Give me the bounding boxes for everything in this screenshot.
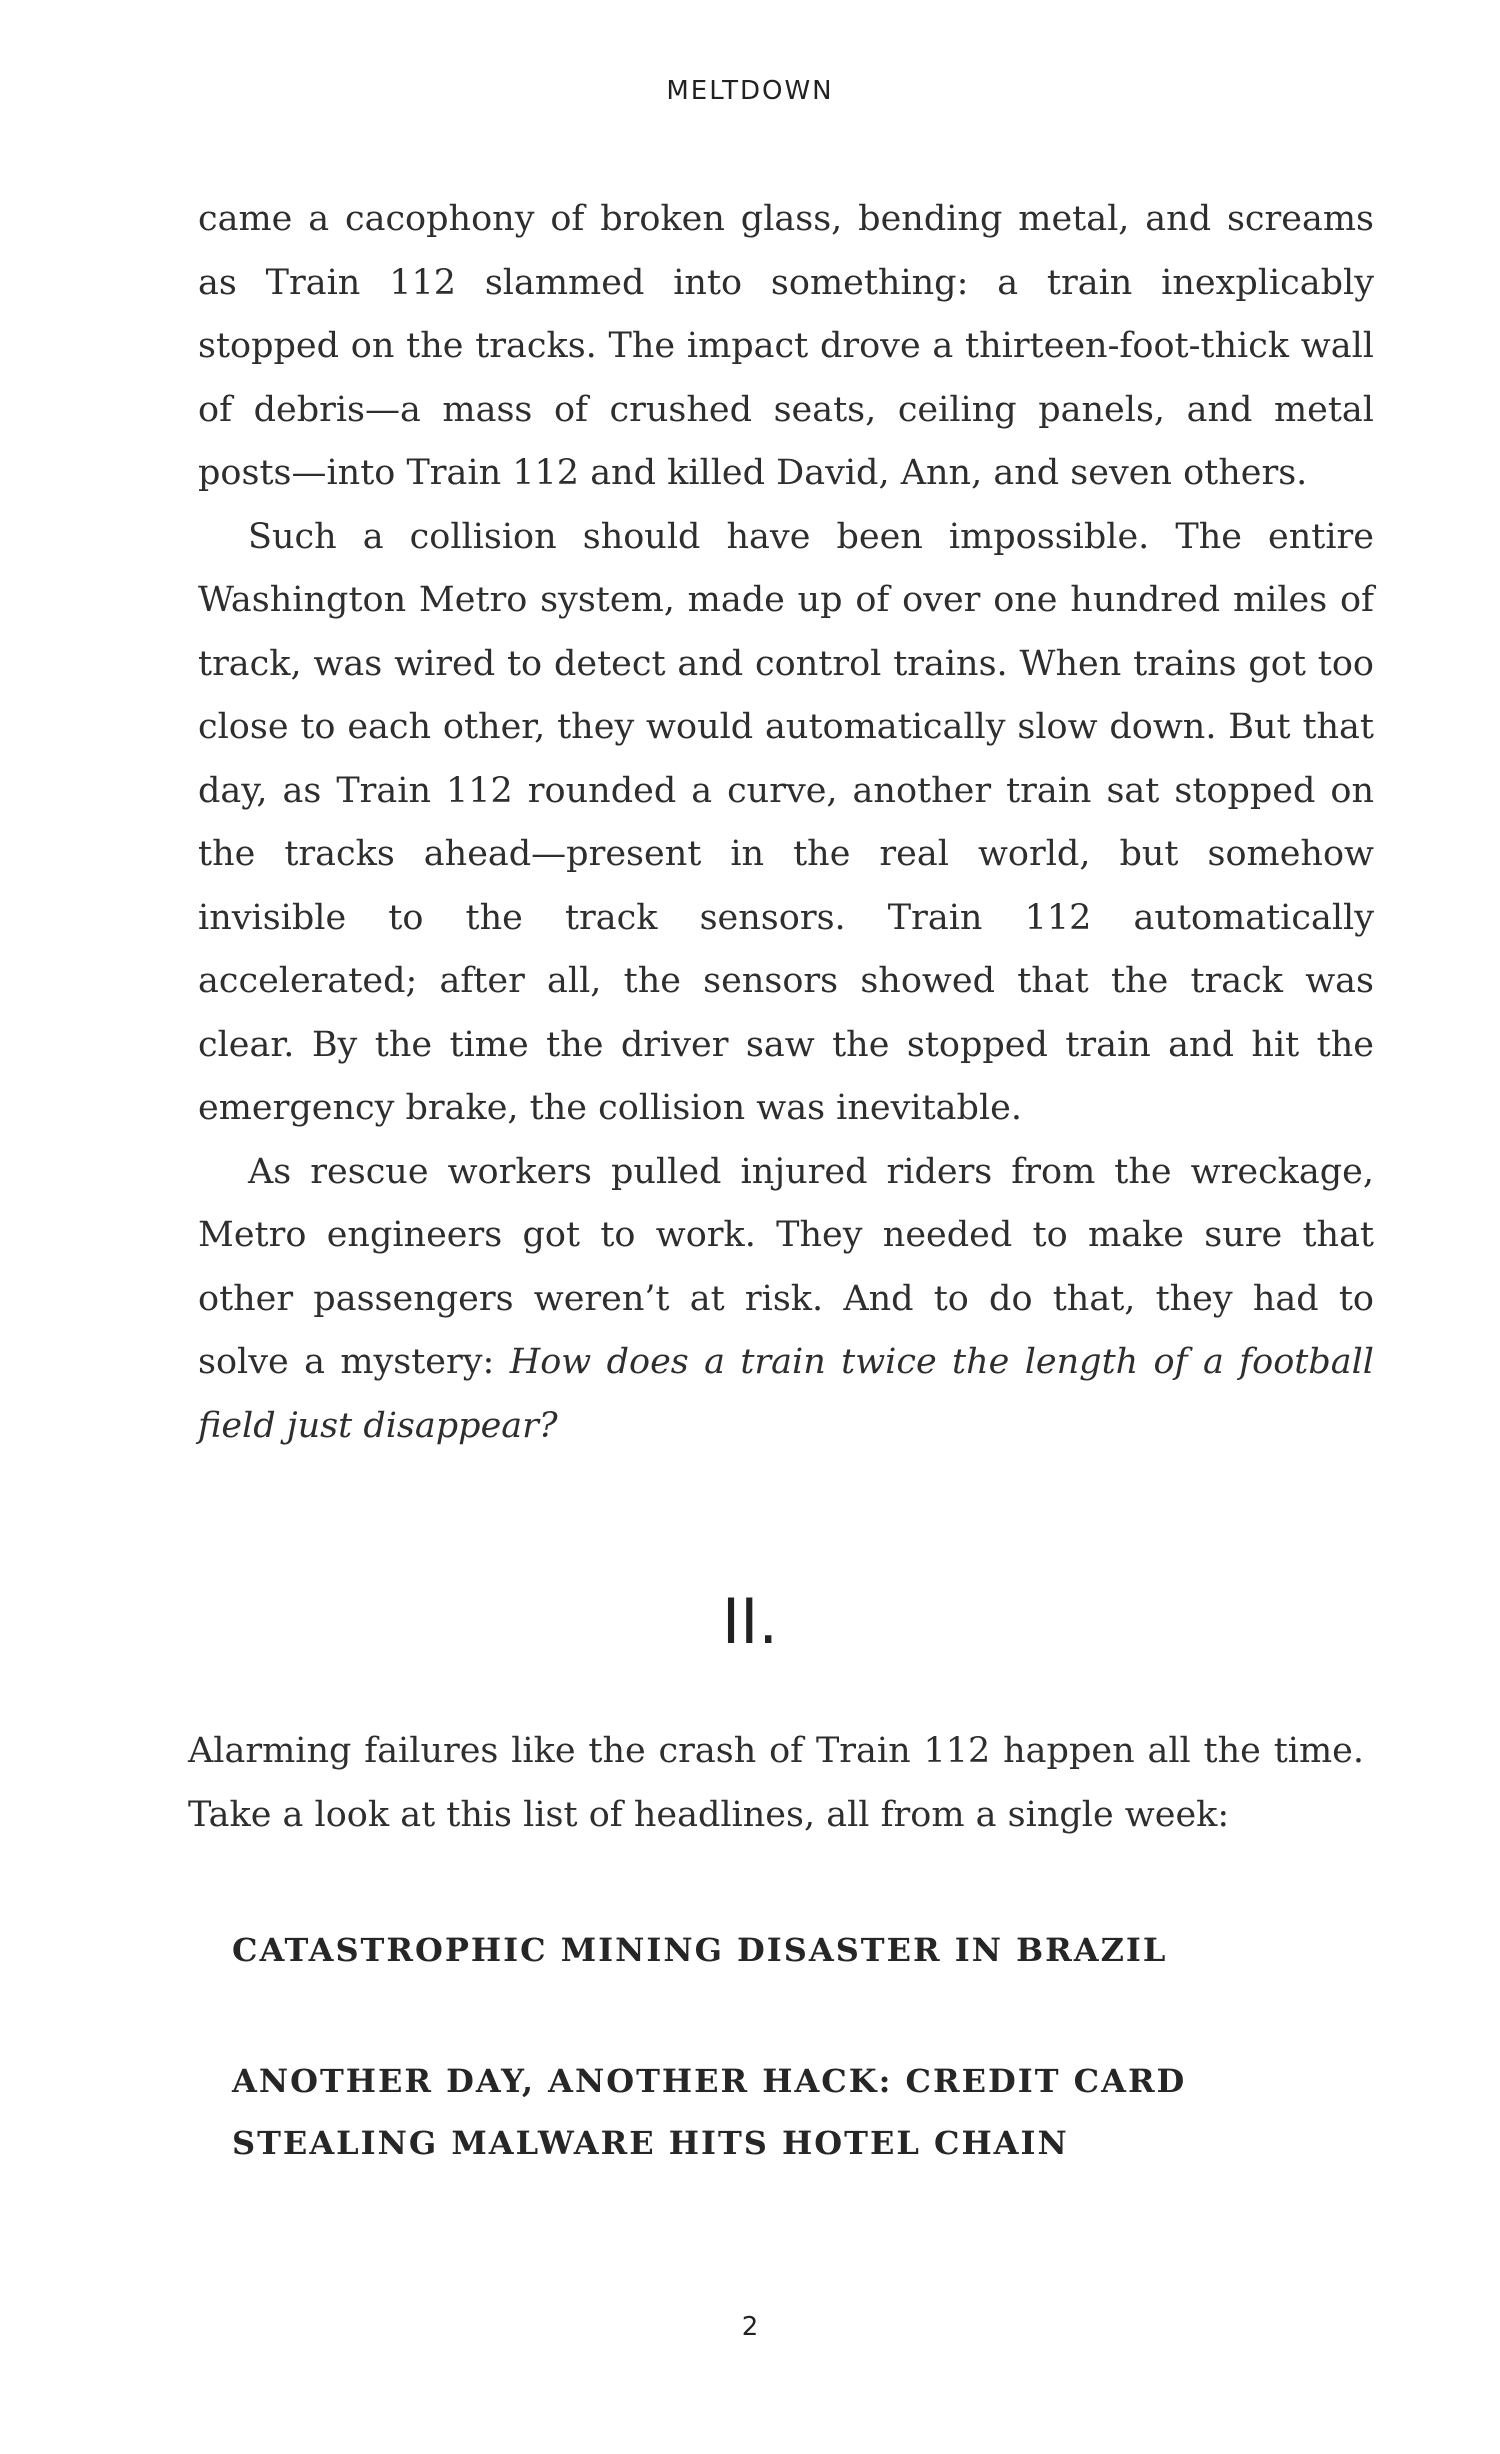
page-number: 2 <box>741 2312 759 2342</box>
paragraph-rescue <box>198 1141 1374 1459</box>
paragraph-continuation: came a cacophony of broken glass, bending metal, and screams as Train 112 slammed into something: a train inexplicably stopped on the tracks. The impact drove a thirteen-foot-thick wall of debris—a mass of crushed seats, ceiling panels, and metal posts—into Train 112 and killed David, Ann, and seven others. <box>198 199 1374 493</box>
headline-hack: ANOTHER DAY, ANOTHER HACK: CREDIT CARD STEALING MALWARE HITS HOTEL CHAIN <box>232 2062 1187 2162</box>
headline-mining: CATASTROPHIC MINING DISASTER IN BRAZIL <box>232 1931 1168 1969</box>
running-head: MELTDOWN <box>666 76 834 106</box>
section-numeral: II. <box>721 1585 779 1658</box>
paragraph-rescue-question: How does a train twice the length of a football field just disappear? <box>198 1342 1375 1446</box>
section-two-text <box>188 1720 1364 1847</box>
section-one-text <box>198 188 1374 1458</box>
paragraph-collision: Such a collision should have been impossible. The entire Washington Metro system, made up of over one hundred miles of track, was wired to detect and control trains. When trains got too close to each other, they would automatically slow down. But that day, as Train 112 rounded a curve, another train sat stopped on the tracks ahead—present in the real world, but somehow invisible to the track sensors. Train 112 automatically accelerated; after all, the sensors showed that the track was clear. By the time the driver saw the stopped train and hit the emergency brake, the collision was inevitable. <box>198 516 1374 1128</box>
paragraph-rescue-text: As rescue workers pulled injured riders from the wreckage, Metro engineers got to work. They needed to make sure that other passengers weren’t at risk. And to do that, they had to solve a mystery: <box>198 1151 1374 1382</box>
paragraph-failures: Alarming failures like the crash of Train 112 happen all the time. Take a look at this list of headlines, all from a single week: <box>188 1731 1364 1835</box>
